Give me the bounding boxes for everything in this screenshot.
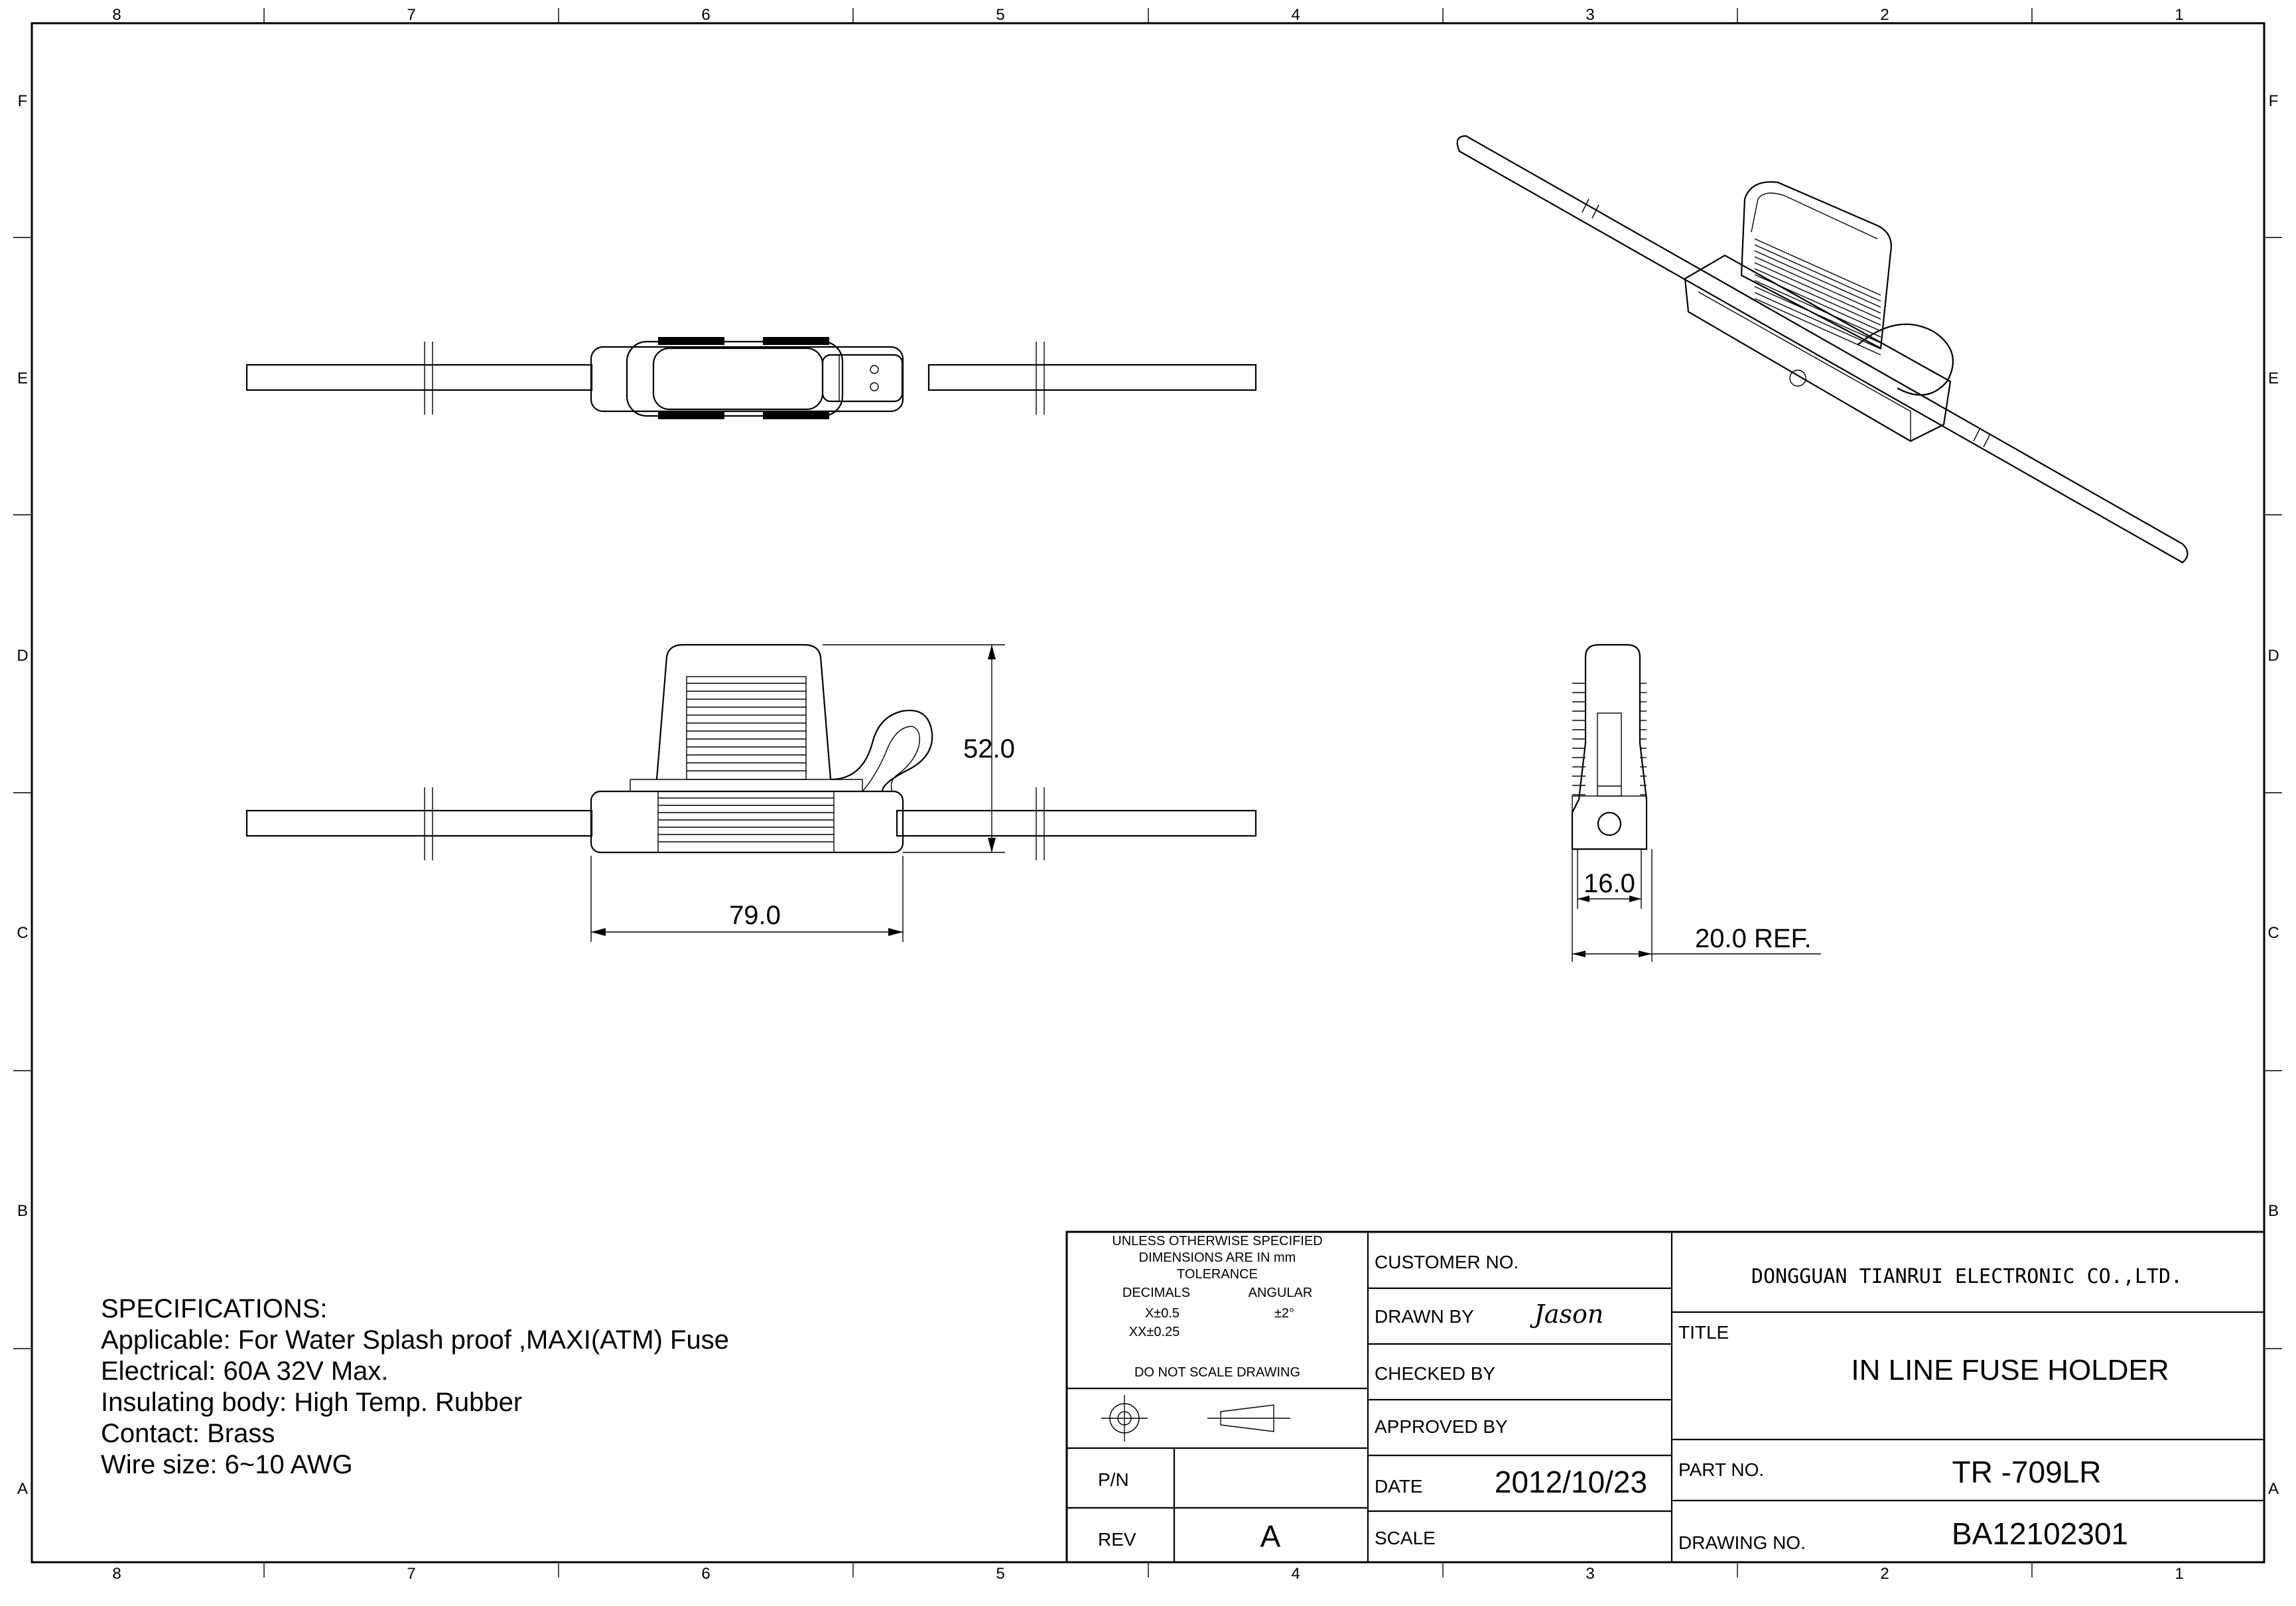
part-no-value: TR -709LR bbox=[1952, 1455, 2102, 1489]
side-view bbox=[1572, 645, 1821, 962]
row-label: D bbox=[2267, 647, 2279, 665]
drawn-by-signature: Jason bbox=[1534, 1300, 1604, 1329]
approved-by-label: APPROVED BY bbox=[1375, 1416, 1508, 1437]
col-label: 5 bbox=[996, 1565, 1005, 1583]
angular-value: ±2° bbox=[1274, 1306, 1295, 1321]
row-label: A bbox=[17, 1480, 29, 1498]
row-label: F bbox=[2268, 92, 2279, 110]
col-label: 4 bbox=[1291, 6, 1300, 24]
title-block bbox=[1067, 1232, 2264, 1562]
spec-line: Wire size: 6~10 AWG bbox=[101, 1450, 353, 1479]
decimals-value: XX±0.25 bbox=[1128, 1325, 1180, 1339]
row-label: F bbox=[17, 92, 28, 110]
col-label: 6 bbox=[701, 1565, 710, 1583]
rev-value: A bbox=[1260, 1519, 1281, 1554]
spec-line: Applicable: For Water Splash proof ,MAXI(ATM) Fuse bbox=[101, 1325, 729, 1355]
front-view bbox=[247, 645, 1256, 942]
col-label: 2 bbox=[1880, 1565, 1889, 1583]
rib-line bbox=[1755, 281, 1881, 337]
tolerance-line: TOLERANCE bbox=[1177, 1267, 1258, 1282]
tolerance-line: UNLESS OTHERWISE SPECIFIED bbox=[1112, 1234, 1323, 1248]
dimension-overall-width: 20.0 REF. bbox=[1695, 924, 1812, 953]
row-label: B bbox=[17, 1202, 29, 1220]
drawing-no-label: DRAWING NO. bbox=[1678, 1532, 1806, 1553]
no-scale-note: DO NOT SCALE DRAWING bbox=[1134, 1365, 1301, 1380]
col-label: 7 bbox=[407, 1565, 416, 1583]
part-no-label: PART NO. bbox=[1678, 1459, 1765, 1480]
drawn-by-label: DRAWN BY bbox=[1375, 1306, 1474, 1327]
top-view bbox=[247, 337, 1256, 419]
isometric-view bbox=[1457, 136, 2188, 563]
rib-line bbox=[1755, 275, 1881, 331]
col-label: 1 bbox=[2175, 6, 2184, 24]
angular-label: ANGULAR bbox=[1248, 1286, 1313, 1300]
third-angle-projection-icon bbox=[1101, 1395, 1290, 1441]
rib-line bbox=[1755, 239, 1881, 295]
checked-by-label: CHECKED BY bbox=[1375, 1363, 1496, 1384]
col-label: 7 bbox=[407, 6, 416, 24]
col-label: 3 bbox=[1586, 6, 1595, 24]
row-label: C bbox=[2267, 924, 2279, 942]
row-label: A bbox=[2267, 1480, 2279, 1498]
col-label: 1 bbox=[2175, 1565, 2184, 1583]
specifications-block bbox=[101, 1294, 729, 1481]
col-label: 8 bbox=[112, 6, 121, 24]
row-label: D bbox=[17, 647, 29, 665]
col-label: 5 bbox=[996, 6, 1005, 24]
pn-label: P/N bbox=[1098, 1469, 1129, 1490]
date-value: 2012/10/23 bbox=[1494, 1465, 1648, 1499]
col-label: 8 bbox=[112, 1565, 121, 1583]
col-label: 4 bbox=[1291, 1565, 1300, 1583]
company-name: DONGGUAN TIANRUI ELECTRONIC CO.,LTD. bbox=[1751, 1265, 2183, 1288]
dimension-width: 16.0 bbox=[1584, 869, 1635, 898]
col-label: 6 bbox=[701, 6, 710, 24]
rib-line bbox=[1755, 269, 1881, 325]
customer-no-label: CUSTOMER NO. bbox=[1375, 1252, 1519, 1272]
rev-label: REV bbox=[1098, 1529, 1136, 1550]
specifications-heading: SPECIFICATIONS: bbox=[101, 1294, 328, 1323]
rib-line bbox=[1755, 257, 1881, 313]
date-label: DATE bbox=[1375, 1476, 1423, 1497]
rib-line bbox=[1755, 251, 1881, 307]
row-label: E bbox=[2267, 369, 2279, 387]
title-label: TITLE bbox=[1678, 1322, 1729, 1343]
spec-line: Contact: Brass bbox=[101, 1419, 275, 1448]
tolerance-line: DIMENSIONS ARE IN mm bbox=[1138, 1250, 1296, 1265]
drawing-no-value: BA12102301 bbox=[1951, 1516, 2129, 1551]
decimals-value: X±0.5 bbox=[1144, 1306, 1180, 1321]
spec-line: Electrical: 60A 32V Max. bbox=[101, 1357, 389, 1386]
decimals-label: DECIMALS bbox=[1122, 1286, 1191, 1300]
dimension-length: 79.0 bbox=[729, 901, 781, 930]
dimension-height: 52.0 bbox=[963, 734, 1015, 764]
col-label: 3 bbox=[1586, 1565, 1595, 1583]
drawing-title: IN LINE FUSE HOLDER bbox=[1851, 1354, 2169, 1386]
col-label: 2 bbox=[1880, 6, 1889, 24]
scale-label: SCALE bbox=[1375, 1528, 1436, 1548]
row-label: E bbox=[17, 369, 29, 387]
row-label: B bbox=[2267, 1202, 2279, 1220]
row-label: C bbox=[17, 924, 29, 942]
rib-line bbox=[1755, 293, 1881, 349]
spec-line: Insulating body: High Temp. Rubber bbox=[101, 1388, 523, 1417]
